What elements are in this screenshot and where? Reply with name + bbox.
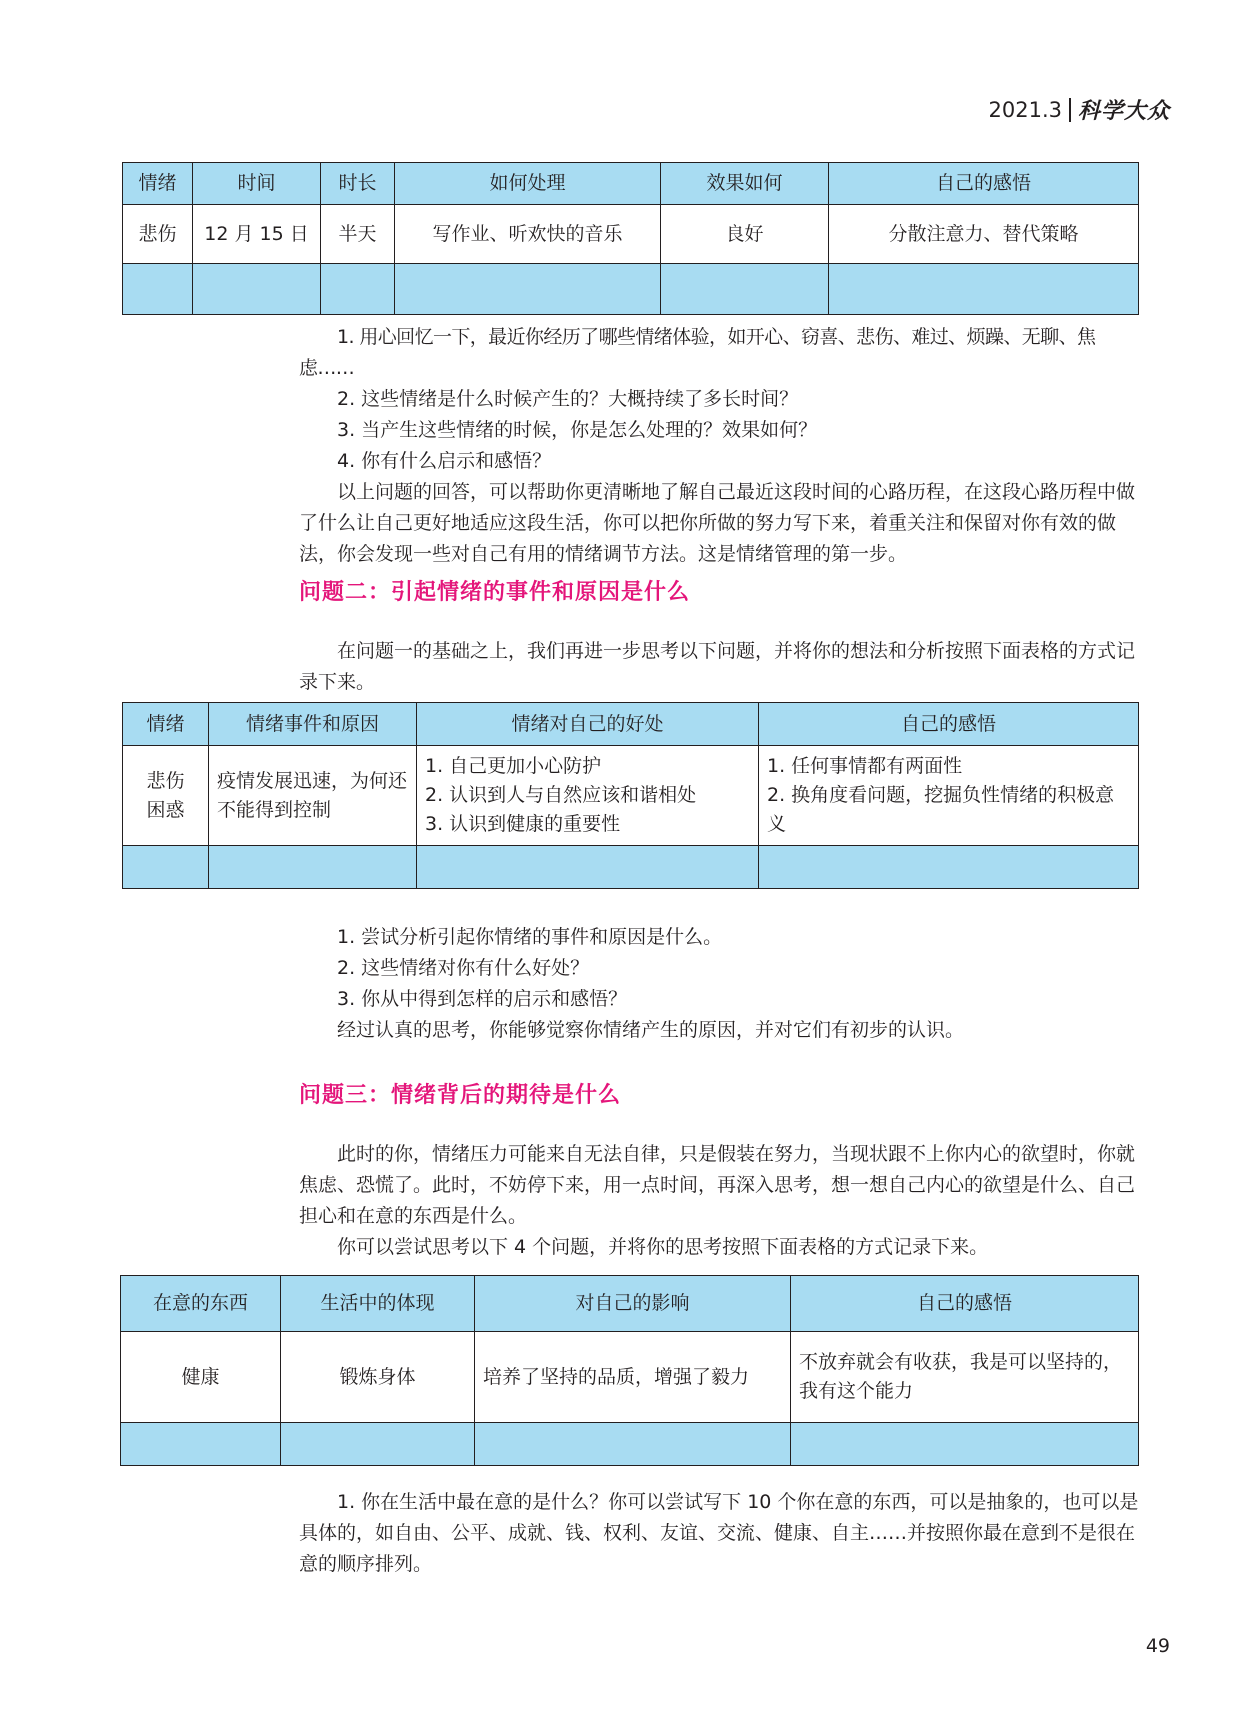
blank-cell	[829, 264, 1139, 315]
emotion-record-table	[122, 162, 1139, 315]
header-cell: 情绪事件和原因	[209, 703, 417, 746]
emotion-cause-table	[122, 702, 1139, 889]
header-cell: 时长	[321, 163, 395, 205]
emotion-label: 悲伤	[146, 769, 185, 792]
blank-cell	[321, 264, 395, 315]
table-cell: 12 月 15 日	[193, 205, 321, 264]
question-list-1	[299, 322, 1139, 570]
header-cell: 情绪	[123, 703, 209, 746]
table-cell: 良好	[661, 205, 829, 264]
header-cell: 自己的感悟	[791, 1276, 1139, 1332]
insight-item: 2. 换角度看问题，挖掘负性情绪的积极意义	[767, 784, 1115, 835]
section-heading-2: 问题二：引起情绪的事件和原因是什么	[299, 580, 691, 605]
emotion-label: 困惑	[146, 798, 185, 821]
magazine-logo: 科学大众	[1077, 98, 1170, 124]
header-divider	[1069, 98, 1071, 122]
blank-cell	[791, 1423, 1139, 1466]
table-cell: 半天	[321, 205, 395, 264]
issue-number: 2021.3	[988, 97, 1062, 122]
table-cell: 锻炼身体	[281, 1332, 475, 1423]
list-item: 3. 你从中得到怎样的启示和感悟？	[337, 988, 628, 1010]
insight-item: 1. 任何事情都有两面性	[767, 755, 963, 777]
benefits-cell	[417, 746, 759, 846]
insights-cell	[759, 746, 1139, 846]
list-item: 2. 这些情绪对你有什么好处？	[337, 957, 590, 979]
list-item: 3. 当产生这些情绪的时候，你是怎么处理的？效果如何？	[337, 419, 818, 441]
header-cell: 自己的感悟	[759, 703, 1139, 746]
blank-cell	[661, 264, 829, 315]
emotion-cell	[123, 746, 209, 846]
intro-paragraph-2: 在问题一的基础之上，我们再进一步思考以下问题，并将你的想法和分析按照下面表格的方式记录下来。	[299, 640, 1136, 693]
header-cell: 自己的感悟	[829, 163, 1139, 205]
benefit-item: 2. 认识到人与自然应该和谐相处	[425, 784, 697, 806]
list-item: 1. 尝试分析引起你情绪的事件和原因是什么。	[337, 926, 723, 948]
header-cell: 生活中的体现	[281, 1276, 475, 1332]
intro-paragraph-3: 此时的你，情绪压力可能来自无法自律，只是假装在努力，当现状跟不上你内心的欲望时，你就焦虑、恐慌了。此时，不妨停下来，用一点时间，再深入思考，想一想自己内心的欲望是什么、自己担心和在意的东西是什么。 你可以尝试思考以下 4 个问题，并将你的思考按照下面表格的方式记录下来。	[299, 1143, 1136, 1258]
body-paragraph: 以上问题的回答，可以帮助你更清晰地了解自己最近这段时间的心路历程，在这段心路历程中做了什么让自己更好地适应这段生活，你可以把你所做的努力写下来，着重关注和保留对你有效的做法，你会发现一些对自己有用的情绪调节方法。这是情绪管理的第一步。	[299, 481, 1136, 565]
blank-cell	[281, 1423, 475, 1466]
cause-cell: 疫情发展迅速，为何还不能得到控制	[209, 746, 417, 846]
header-cell: 情绪	[123, 163, 193, 205]
table-cell: 健康	[121, 1332, 281, 1423]
list-item: 1. 用心回忆一下，最近你经历了哪些情绪体验，如开心、窃喜、悲伤、难过、烦躁、无聊、焦虑……	[299, 326, 1096, 379]
page-number: 49	[1145, 1635, 1170, 1657]
list-item: 2. 这些情绪是什么时候产生的？大概持续了多长时间？	[337, 388, 799, 410]
benefit-item: 1. 自己更加小心防护	[425, 755, 602, 777]
table-cell: 培养了坚持的品质，增强了毅力	[475, 1332, 791, 1423]
header-cell: 时间	[193, 163, 321, 205]
expectation-table	[120, 1275, 1139, 1466]
table-cell: 分散注意力、替代策略	[829, 205, 1139, 264]
blank-cell	[123, 264, 193, 315]
blank-cell	[193, 264, 321, 315]
blank-cell	[121, 1423, 281, 1466]
section-heading-3: 问题三：情绪背后的期待是什么	[299, 1083, 622, 1108]
question-list-2	[299, 922, 1139, 1046]
header-cell: 在意的东西	[121, 1276, 281, 1332]
header-cell: 情绪对自己的好处	[417, 703, 759, 746]
table-cell: 不放弃就会有收获，我是可以坚持的，我有这个能力	[791, 1332, 1139, 1423]
blank-cell	[395, 264, 661, 315]
body-paragraph: 经过认真的思考，你能够觉察你情绪产生的原因，并对它们有初步的认识。	[337, 1019, 965, 1041]
blank-cell	[123, 846, 209, 889]
benefit-item: 3. 认识到健康的重要性	[425, 813, 621, 835]
table-cell: 写作业、听欢快的音乐	[395, 205, 661, 264]
blank-cell	[759, 846, 1139, 889]
header-cell: 效果如何	[661, 163, 829, 205]
blank-cell	[417, 846, 759, 889]
question-paragraph-3: 1. 你在生活中最在意的是什么？你可以尝试写下 10 个你在意的东西，可以是抽象的，也可以是具体的，如自由、公平、成就、钱、权利、友谊、交流、健康、自主……并按照你最在意到不是很在意的顺序排列。	[299, 1491, 1139, 1575]
list-item: 4. 你有什么启示和感悟？	[337, 450, 552, 472]
table-cell: 悲伤	[123, 205, 193, 264]
blank-cell	[475, 1423, 791, 1466]
blank-cell	[209, 846, 417, 889]
header-cell: 如何处理	[395, 163, 661, 205]
page-header	[989, 94, 1171, 125]
header-cell: 对自己的影响	[475, 1276, 791, 1332]
